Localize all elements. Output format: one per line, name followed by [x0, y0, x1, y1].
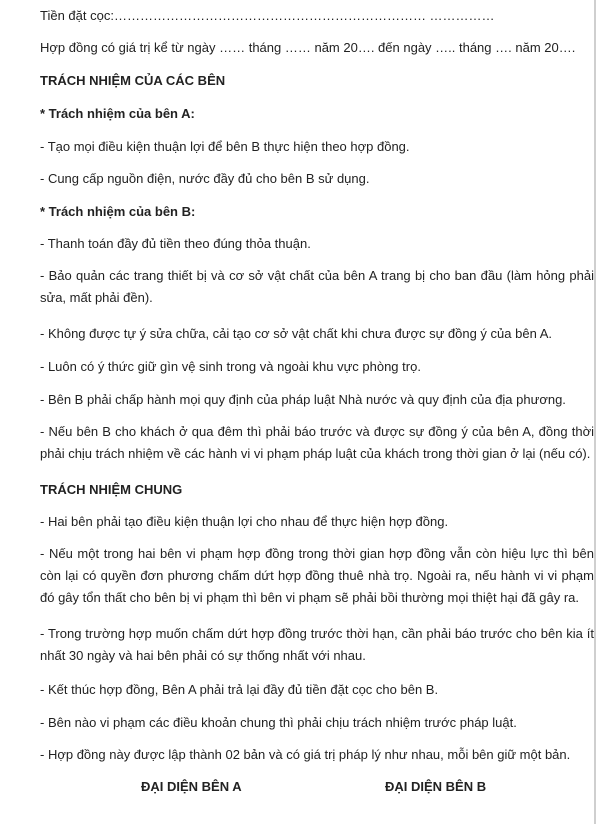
subheading-party-b: * Trách nhiệm của bên B: — [40, 204, 196, 219]
party-b-item: - Thanh toán đầy đủ tiền theo đúng thỏa thuận. — [40, 236, 311, 251]
contract-term-line: Hợp đồng có giá trị kể từ ngày …… tháng …… năm 20…. đến ngày ….. tháng …. năm 20…. — [40, 40, 576, 55]
signature-label-party-a: ĐẠI DIỆN BÊN A — [141, 779, 242, 794]
party-a-item: - Cung cấp nguồn điện, nước đầy đủ cho bên B sử dụng. — [40, 171, 370, 186]
party-a-item: - Tạo mọi điều kiện thuận lợi để bên B thực hiện theo hợp đồng. — [40, 139, 410, 154]
common-item: - Bên nào vi phạm các điều khoản chung thì phải chịu trách nhiệm trước pháp luật. — [40, 715, 517, 730]
common-item: - Hợp đồng này được lập thành 02 bản và có giá trị pháp lý như nhau, mỗi bên giữ một bản. — [40, 747, 571, 762]
common-item: - Trong trường hợp muốn chấm dứt hợp đồng trước thời hạn, cần phải báo trước cho bên kia ít nhất 30 ngày và hai bên phải có sự thống nhất với nhau. — [40, 626, 594, 663]
subheading-party-a: * Trách nhiệm của bên A: — [40, 106, 195, 121]
common-item: - Kết thúc hợp đồng, Bên A phải trả lại đầy đủ tiền đặt cọc cho bên B. — [40, 682, 439, 697]
signature-label-party-b: ĐẠI DIỆN BÊN B — [385, 779, 487, 794]
party-b-item: - Nếu bên B cho khách ở qua đêm thì phải báo trước và được sự đồng ý của bên A, đồng thời phải chịu trách nhiệm về các hành vi vi phạm pháp luật của khách trong thời gian ở lại (nếu có). — [40, 424, 594, 461]
party-b-item: - Bên B phải chấp hành mọi quy định của pháp luật Nhà nước và quy định của địa phương. — [40, 392, 566, 407]
common-item: - Hai bên phải tạo điều kiện thuận lợi cho nhau để thực hiện hợp đồng. — [40, 514, 449, 529]
section-heading-common: TRÁCH NHIỆM CHUNG — [40, 482, 183, 497]
party-b-item: - Luôn có ý thức giữ gìn vệ sinh trong và ngoài khu vực phòng trọ. — [40, 359, 421, 374]
party-b-item: - Bảo quản các trang thiết bị và cơ sở vật chất của bên A trang bị cho ban đầu (làm hỏng phải sửa, mất phải đền). — [40, 268, 594, 305]
deposit-line: Tiền đặt cọc:……………………………………………………………… …………… — [40, 8, 495, 23]
section-heading-parties: TRÁCH NHIỆM CỦA CÁC BÊN — [40, 73, 226, 88]
party-b-item: - Không được tự ý sửa chữa, cải tạo cơ sở vật chất khi chưa được sự đồng ý của bên A. — [40, 326, 552, 341]
common-item: - Nếu một trong hai bên vi phạm hợp đồng trong thời gian hợp đồng vẫn còn hiệu lực thì bên còn lại có quyền đơn phương chấm dứt hợp đồng thuê nhà trọ. Ngoài ra, nếu hành vi vi phạm đó gây tổn thất cho bên bị vi phạm thì bên vi phạm sẽ phải bồi thường mọi thiệt hại đã gây ra. — [40, 546, 594, 605]
